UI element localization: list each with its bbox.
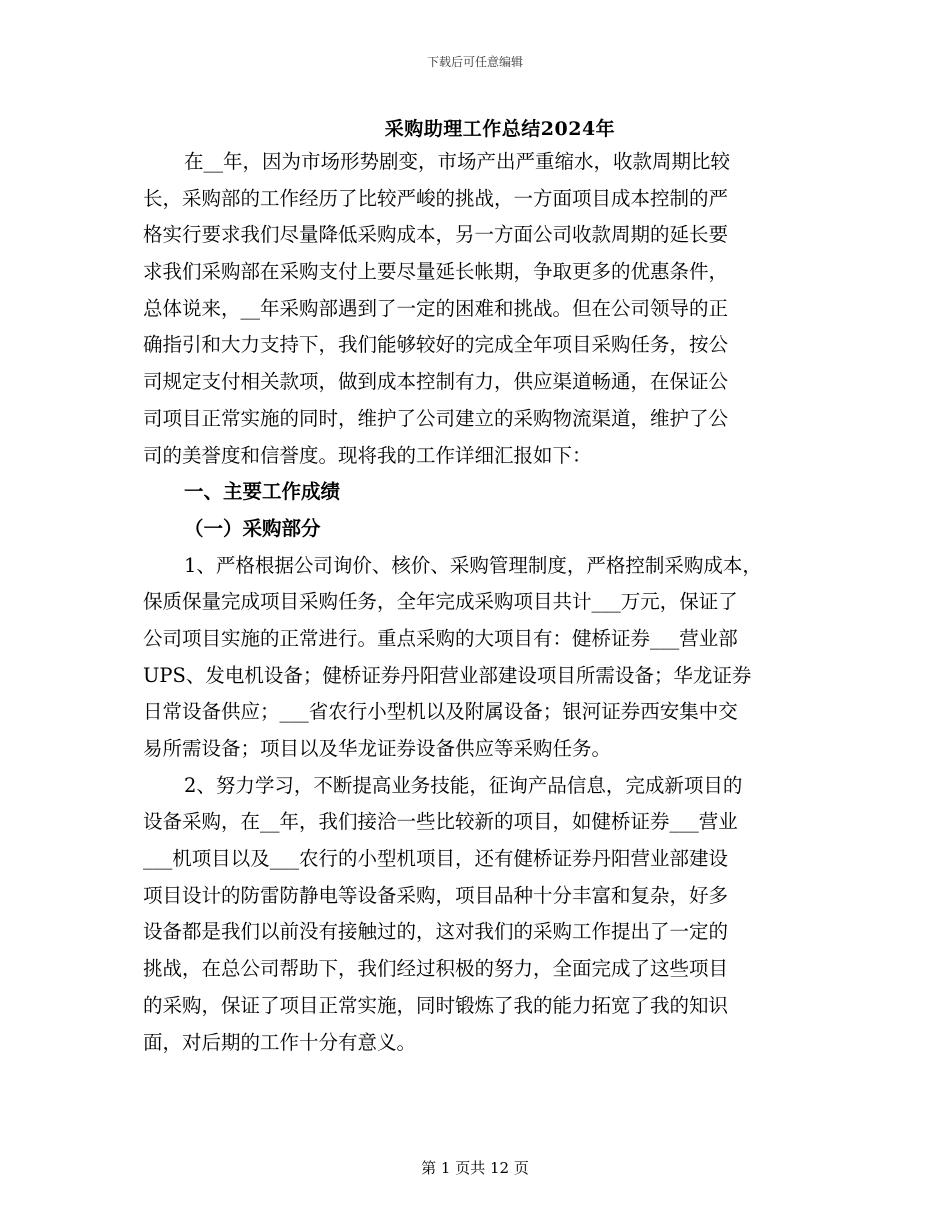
page-footer: 第 1 页共 12 页 [421, 1159, 529, 1177]
body-line: 格实行要求我们尽量降低采购成本，另一方面公司收款周期的延长要 [143, 223, 729, 247]
body-line: 挑战，在总公司帮助下，我们经过积极的努力，全面完成了这些项目 [143, 957, 729, 981]
body-line: 项目设计的防雷防静电等设备采购，项目品种十分丰富和复杂，好多 [143, 883, 729, 907]
body-line: 司规定支付相关款项，做到成本控制有力，供应渠道畅通，在保证公 [143, 370, 729, 394]
body-line: 求我们采购部在采购支付上要尽量延长帐期，争取更多的优惠条件， [143, 260, 729, 284]
body-line: ___机项目以及___农行的小型机项目，还有健桥证券丹阳营业部建设 [143, 847, 729, 871]
body-line: 设备都是我们以前没有接触过的，这对我们的采购工作提出了一定的 [143, 920, 729, 944]
header-note: 下载后可任意编辑 [426, 55, 523, 69]
body-line: 日常设备供应；___省农行小型机以及附属设备；银河证券西安集中交 [143, 700, 738, 724]
body-line: 设备采购，在__年，我们接洽一些比较新的项目，如健桥证券___营业 [143, 810, 738, 834]
body-line: 在__年，因为市场形势剧变，市场产出严重缩水，收款周期比较 [184, 150, 731, 173]
body-line: 易所需设备；项目以及华龙证券设备供应等采购任务。 [143, 737, 612, 760]
body-line: 确指引和大力支持下，我们能够较好的完成全年项目采购任务，按公 [143, 333, 729, 357]
body-line: 公司项目实施的正常进行。重点采购的大项目有：健桥证券___营业部 [143, 626, 738, 650]
document-body [143, 144, 811, 1061]
body-line: 的采购，保证了项目正常实施，同时锻炼了我的能力拓宽了我的知识 [143, 993, 729, 1017]
body-line: 司的美誉度和信誉度。现将我的工作详细汇报如下： [143, 443, 592, 467]
section-heading: 一、主要工作成绩 [184, 480, 341, 504]
body-line: 2、努力学习，不断提高业务技能，征询产品信息，完成新项目的 [184, 773, 743, 797]
body-line: 保质保量完成项目采购任务，全年完成采购项目共计___万元，保证了 [143, 590, 738, 614]
body-line: 长，采购部的工作经历了比较严峻的挑战，一方面项目成本控制的严 [143, 186, 729, 210]
section-heading: （一）采购部分 [184, 516, 321, 540]
body-line: UPS、发电机设备；健桥证券丹阳营业部建设项目所需设备；华龙证券 [143, 663, 752, 687]
body-line: 1、严格根据公司询价、核价、采购管理制度，严格控制采购成本， [184, 553, 762, 577]
body-line: 面，对后期的工作十分有意义。 [143, 1030, 417, 1054]
document-title: 采购助理工作总结2024年 [384, 118, 616, 140]
body-line: 司项目正常实施的同时，维护了公司建立的采购物流渠道，维护了公 [143, 406, 729, 430]
body-line: 总体说来，__年采购部遇到了一定的困难和挑战。但在公司领导的正 [143, 296, 729, 320]
